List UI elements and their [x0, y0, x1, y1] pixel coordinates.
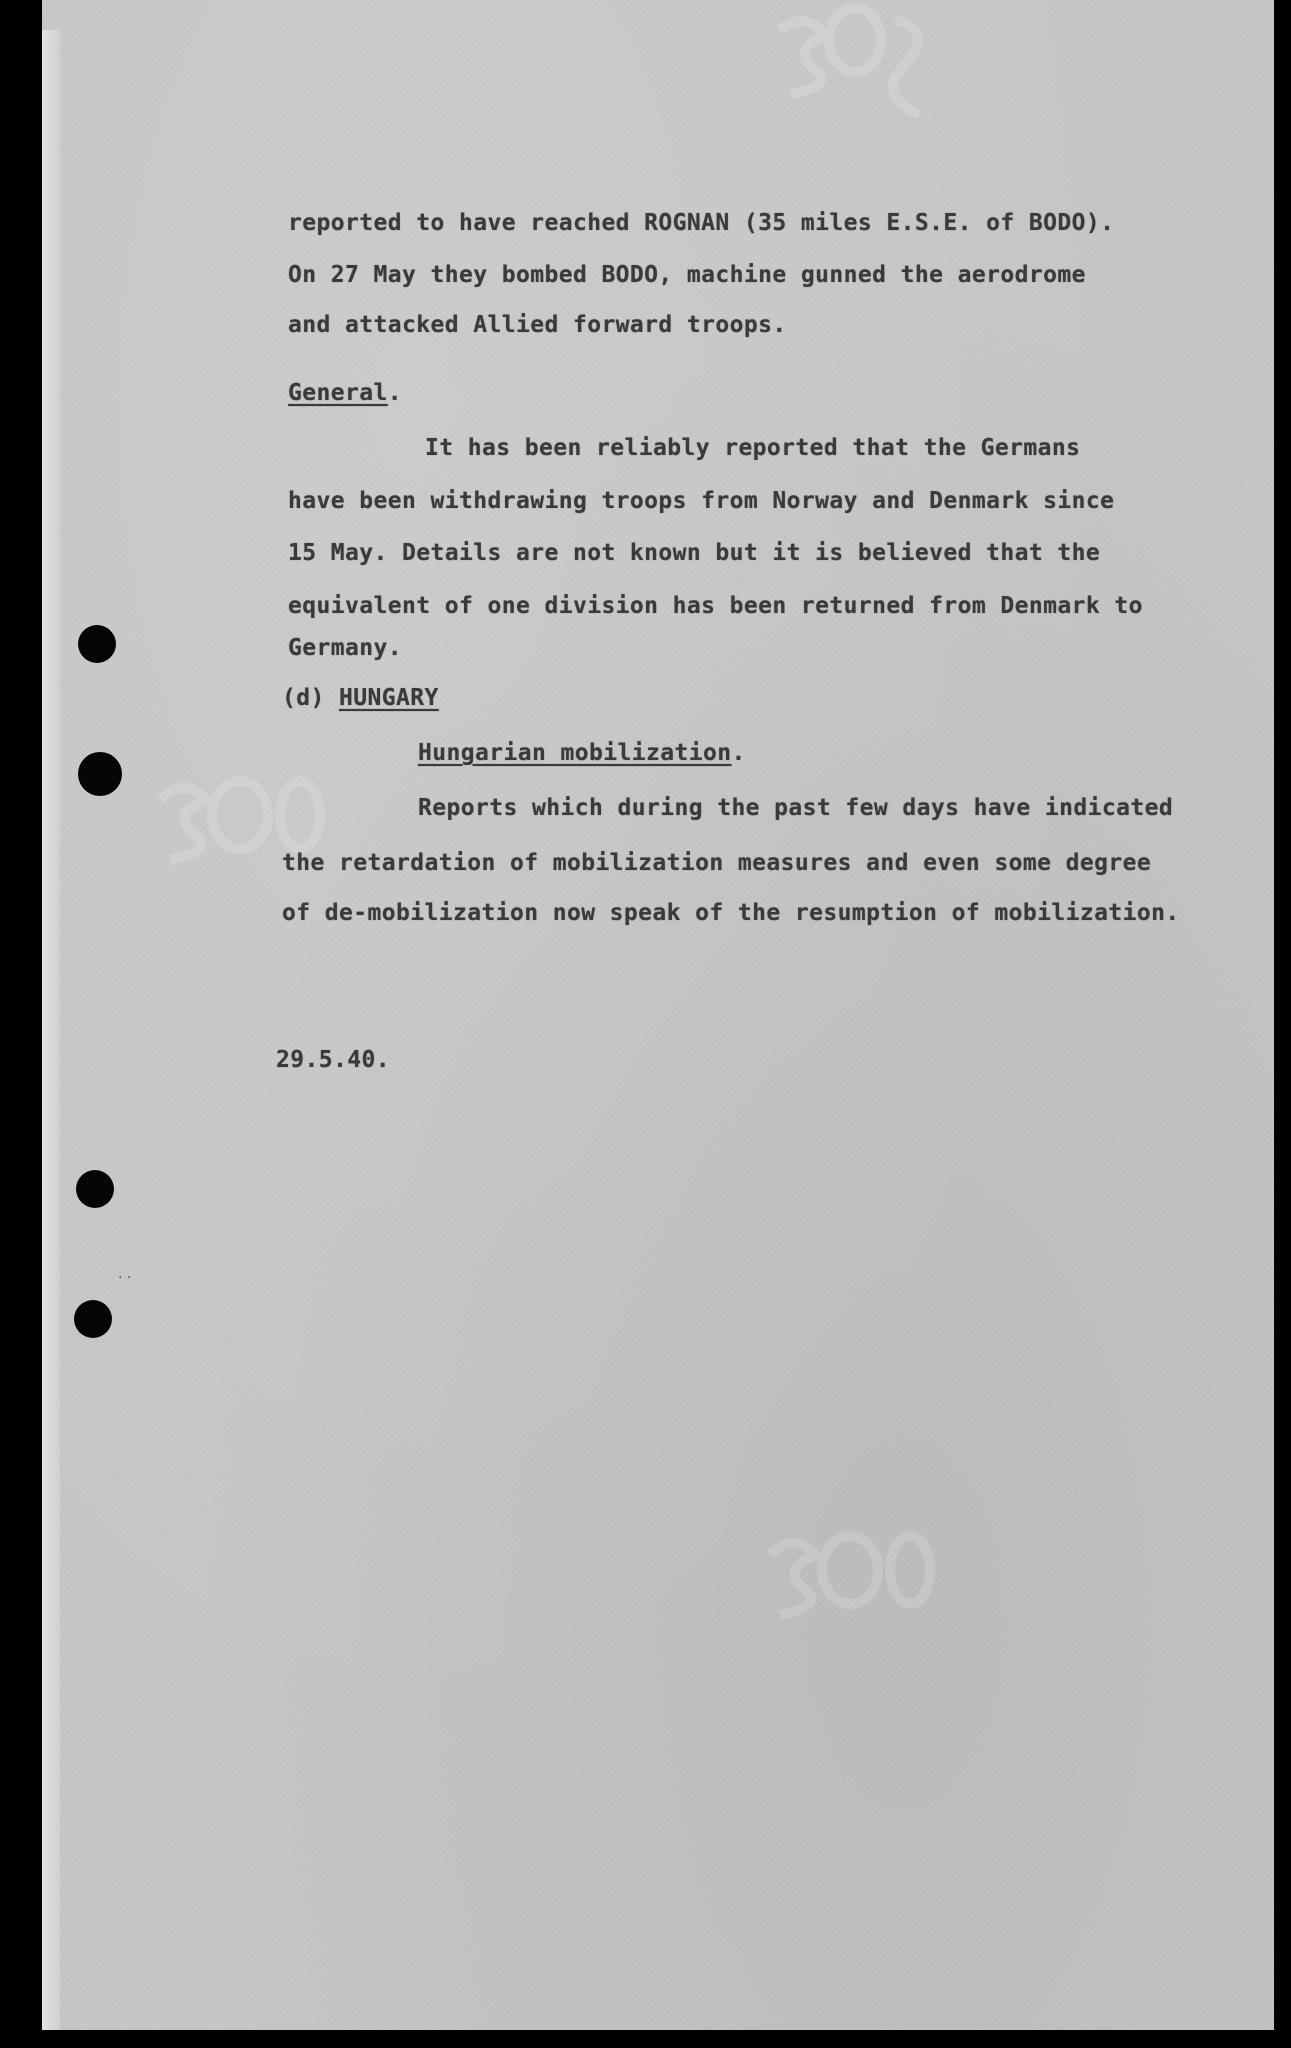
watermark-stamp-bottom [755, 1515, 945, 1635]
body-line: 15 May. Details are not known but it is believed that the [288, 540, 1101, 566]
section-title-hungary [282, 685, 439, 711]
document-date: 29.5.40. [276, 1047, 390, 1073]
watermark-stamp-top [760, 0, 950, 120]
punch-hole [78, 752, 122, 796]
general-heading-text: General [288, 380, 388, 406]
body-line: It has been reliably reported that the Germans [425, 435, 1081, 461]
section-label: (d) [282, 685, 325, 711]
paper-speck: · · [118, 1270, 132, 1286]
punch-hole [78, 625, 116, 663]
paper-edge [42, 30, 60, 2030]
body-line: have been withdrawing troops from Norway and Denmark since [288, 488, 1115, 514]
body-line: and attacked Allied forward troops. [288, 312, 787, 338]
body-line: Germany. [288, 635, 402, 661]
body-line: equivalent of one division has been returned from Denmark to [288, 593, 1143, 619]
body-line: Reports which during the past few days have indicated [418, 795, 1174, 821]
section-title-text: HUNGARY [339, 685, 439, 711]
punch-hole [76, 1170, 114, 1208]
body-line: of de-mobilization now speak of the resumption of mobilization. [282, 900, 1180, 926]
section-heading-general: General. [288, 380, 402, 406]
body-line: reported to have reached ROGNAN (35 miles E.S.E. of BODO). [288, 210, 1115, 236]
subheading-mobilization: Hungarian mobilization. [418, 740, 746, 766]
body-line: the retardation of mobilization measures and even some degree [282, 850, 1152, 876]
subheading-text: Hungarian mobilization [418, 740, 732, 766]
paper-sheet [42, 0, 1274, 2030]
punch-hole [74, 1300, 112, 1338]
body-line: On 27 May they bombed BODO, machine gunned the aerodrome [288, 262, 1086, 288]
